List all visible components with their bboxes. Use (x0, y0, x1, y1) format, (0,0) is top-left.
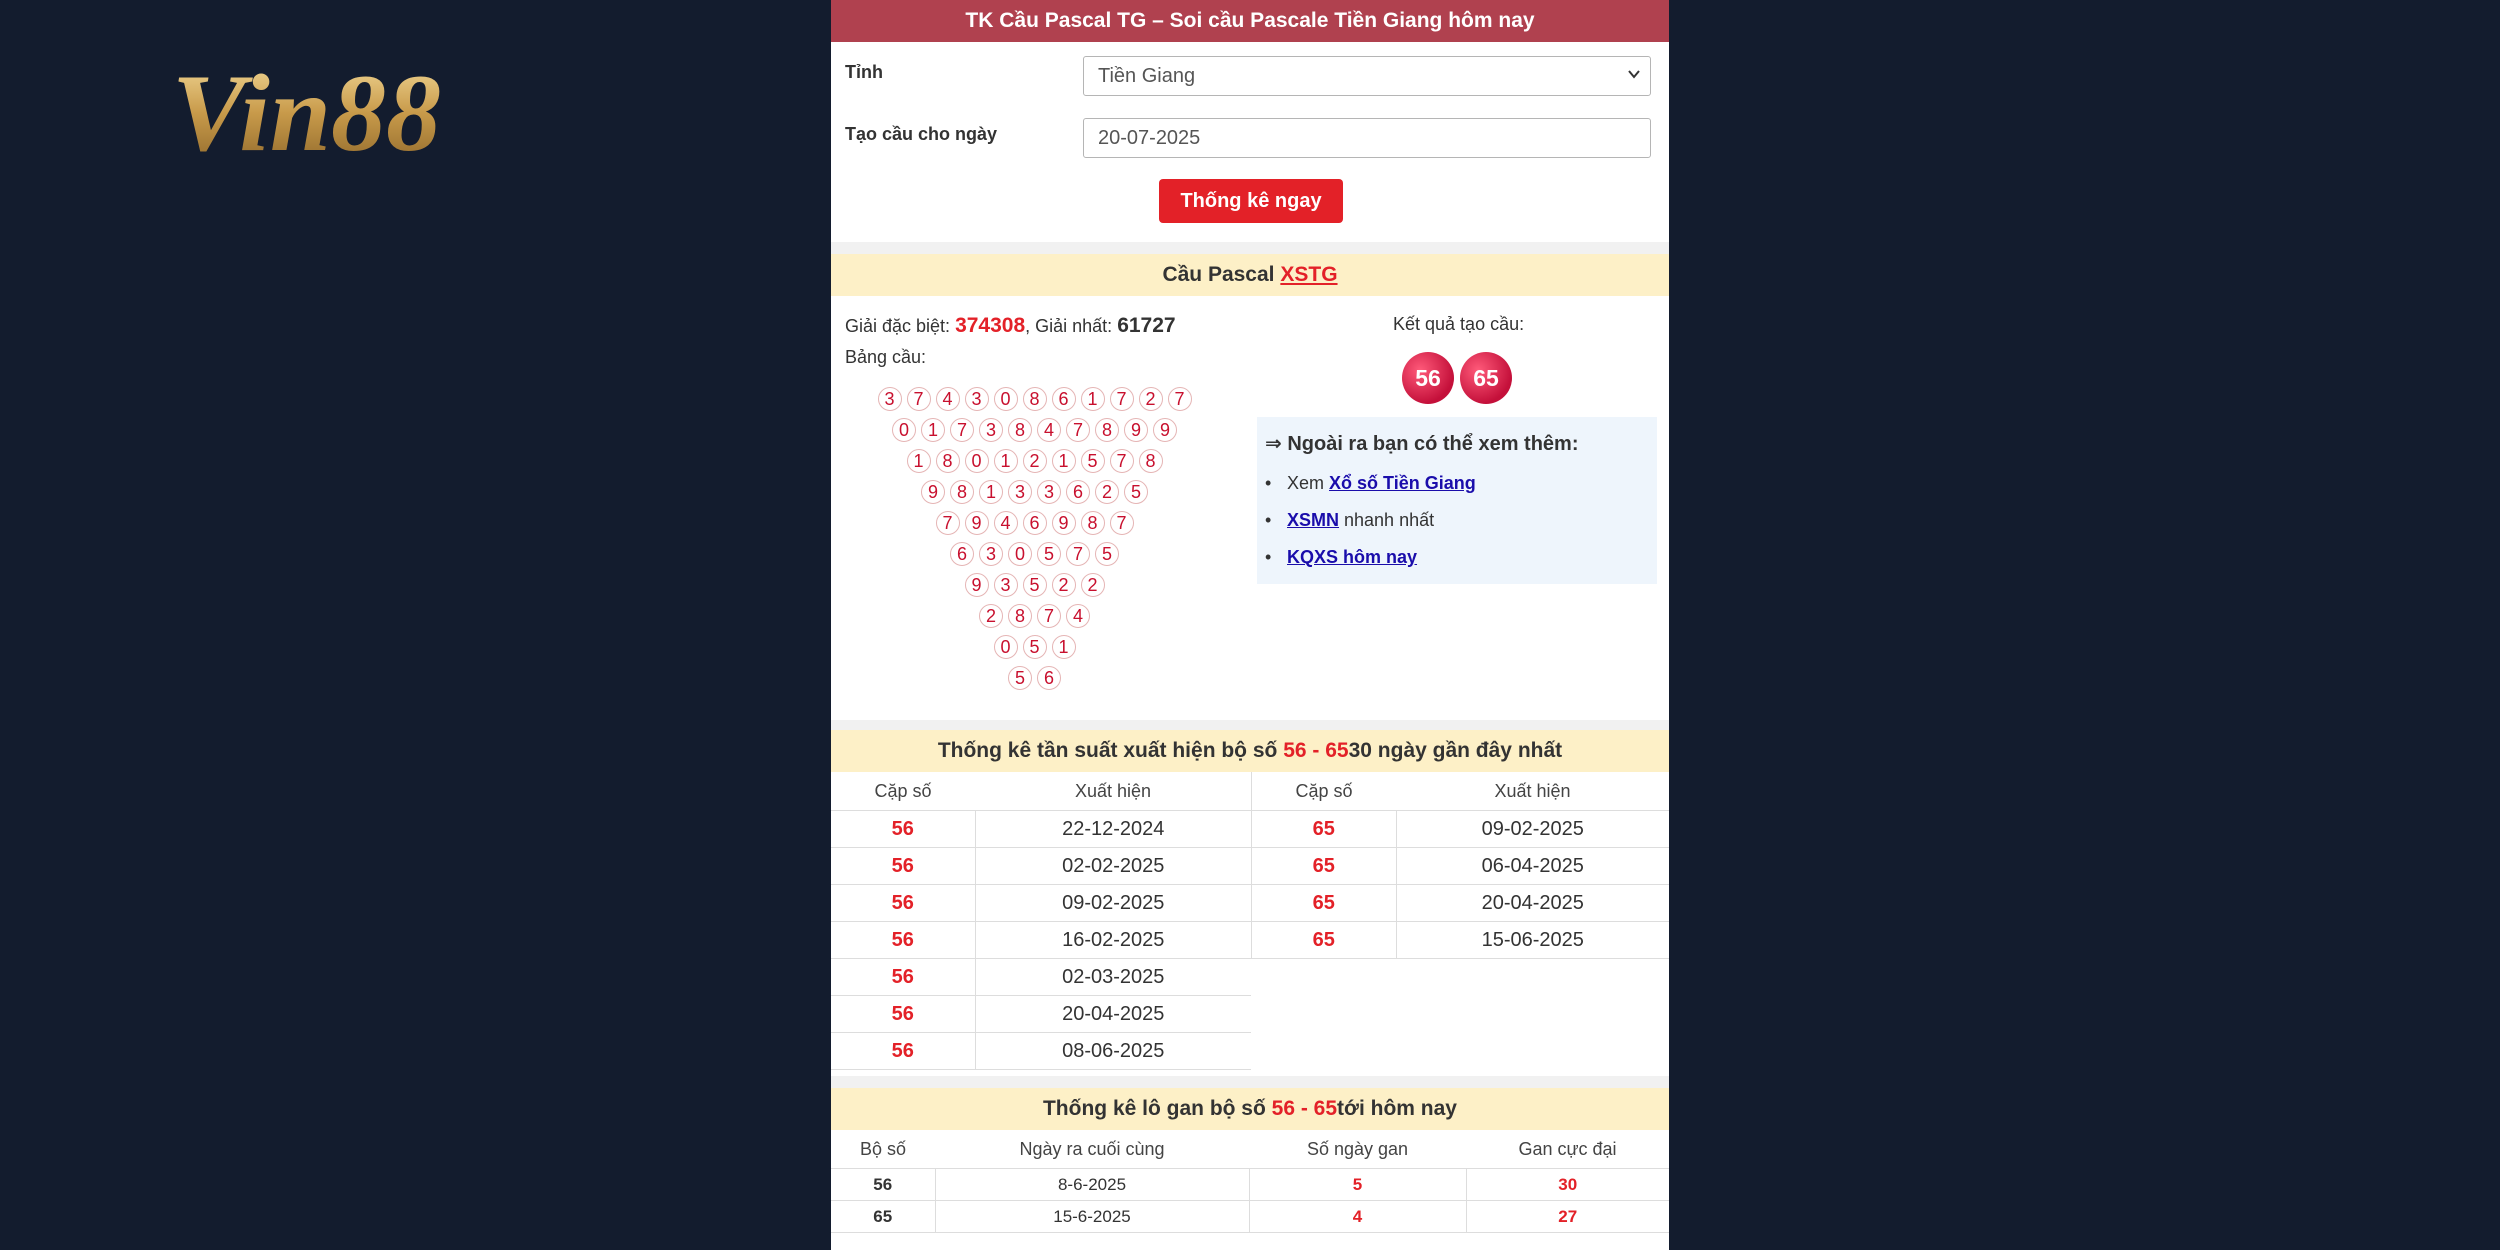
pair-cell: 65 (1252, 885, 1397, 922)
triangle-digit: 3 (878, 387, 902, 411)
table-label: Bảng cầu: (845, 347, 927, 367)
triangle-digit: 5 (1095, 542, 1119, 566)
triangle-digit: 0 (965, 449, 989, 473)
triangle-digit: 3 (979, 542, 1003, 566)
triangle-digit: 7 (1066, 418, 1090, 442)
pair-cell: 56 (831, 959, 975, 996)
triangle-row (965, 573, 1110, 597)
date-cell: 20-04-2025 (975, 996, 1251, 1033)
triangle-digit: 3 (965, 387, 989, 411)
triangle-digit: 2 (1023, 449, 1047, 473)
triangle-row (950, 542, 1124, 566)
triangle-digit: 9 (965, 511, 989, 535)
xsmn-link[interactable]: XSMN (1287, 510, 1340, 530)
triangle-digit: 6 (1037, 666, 1061, 690)
triangle-digit: 7 (936, 511, 960, 535)
triangle-digit: 1 (1081, 387, 1105, 411)
kqxs-link[interactable]: KQXS hôm nay (1287, 547, 1418, 567)
triangle-digit: 8 (1008, 418, 1032, 442)
triangle-digit: 8 (936, 449, 960, 473)
triangle-digit: 9 (921, 480, 945, 504)
date-cell: 20-04-2025 (1396, 885, 1669, 922)
first-label: , Giải nhất: (1025, 316, 1118, 336)
triangle-digit: 7 (950, 418, 974, 442)
date-cell: 09-02-2025 (1396, 811, 1669, 848)
triangle-digit: 5 (1081, 449, 1105, 473)
triangle-digit: 4 (936, 387, 960, 411)
frequency-table-right (1251, 772, 1669, 959)
province-value: Tiền Giang (1098, 64, 1196, 87)
see-more-item (1287, 473, 1476, 494)
triangle-digit: 2 (1081, 573, 1105, 597)
frequency-title (831, 730, 1669, 772)
triangle-digit: 8 (950, 480, 974, 504)
triangle-digit: 2 (979, 604, 1003, 628)
triangle-digit: 8 (1095, 418, 1119, 442)
pascal-title-text: Cầu Pascal (1162, 263, 1275, 286)
date-cell: 16-02-2025 (975, 922, 1251, 959)
date-input[interactable] (1083, 118, 1651, 158)
col-gan-max: Gan cực đại (1466, 1130, 1669, 1169)
frequency-table-left (831, 772, 1251, 1070)
triangle-row (878, 387, 1197, 411)
item-suffix: nhanh nhất (1339, 510, 1435, 530)
triangle-digit: 3 (1037, 480, 1061, 504)
frequency-row (1252, 922, 1670, 959)
result-ball: 56 (1402, 352, 1454, 404)
result-label: Kết quả tạo cầu: (1393, 314, 1525, 334)
pascal-section (831, 254, 1669, 720)
frequency-row (831, 885, 1251, 922)
gan-days-cell: 4 (1249, 1201, 1466, 1233)
triangle-digit: 6 (950, 542, 974, 566)
first-value: 61727 (1117, 314, 1176, 337)
triangle-digit: 9 (1153, 418, 1177, 442)
triangle-digit: 1 (1052, 449, 1076, 473)
triangle-digit: 8 (1008, 604, 1032, 628)
triangle-digit: 9 (1052, 511, 1076, 535)
main-panel (831, 0, 1669, 1250)
frequency-section (831, 730, 1669, 1076)
frequency-row (831, 811, 1251, 848)
triangle-digit: 6 (1023, 511, 1047, 535)
pair-cell: 56 (831, 885, 975, 922)
date-cell: 22-12-2024 (975, 811, 1251, 848)
gan-max-cell: 30 (1466, 1169, 1669, 1201)
gan-row (831, 1201, 1669, 1233)
triangle-digit: 2 (1052, 573, 1076, 597)
triangle-digit: 0 (994, 387, 1018, 411)
triangle-row (1008, 666, 1066, 690)
frequency-row (1252, 848, 1670, 885)
triangle-digit: 0 (1008, 542, 1032, 566)
bo-so-cell: 56 (831, 1169, 935, 1201)
triangle-digit: 5 (1124, 480, 1148, 504)
col-pair: Cặp số (831, 772, 975, 811)
see-more-title: ⇒ Ngoài ra bạn có thể xem thêm: (1265, 433, 1579, 455)
pascal-title (831, 254, 1669, 296)
triangle-row (994, 635, 1081, 659)
gan-title-pair: 56 - 65 (1271, 1097, 1338, 1120)
triangle-digit: 7 (1168, 387, 1192, 411)
triangle-digit: 6 (1066, 480, 1090, 504)
see-more-box (1257, 417, 1657, 584)
submit-button[interactable]: Thống kê ngay (1159, 179, 1343, 223)
triangle-row (921, 480, 1153, 504)
triangle-row (892, 418, 1182, 442)
date-cell: 15-06-2025 (1396, 922, 1669, 959)
triangle-digit: 8 (1081, 511, 1105, 535)
triangle-digit: 1 (994, 449, 1018, 473)
pair-cell: 56 (831, 922, 975, 959)
date-cell: 06-04-2025 (1396, 848, 1669, 885)
gan-title (831, 1088, 1669, 1130)
triangle-digit: 7 (1110, 387, 1134, 411)
last-date-cell: 15-6-2025 (935, 1201, 1249, 1233)
date-cell: 08-06-2025 (975, 1033, 1251, 1070)
triangle-digit: 5 (1023, 573, 1047, 597)
gan-days-cell: 5 (1249, 1169, 1466, 1201)
triangle-digit: 3 (979, 418, 1003, 442)
triangle-digit: 4 (1037, 418, 1061, 442)
triangle-digit: 7 (1110, 449, 1134, 473)
triangle-digit: 2 (1139, 387, 1163, 411)
triangle-digit: 7 (1066, 542, 1090, 566)
frequency-row (1252, 811, 1670, 848)
frequency-row (831, 848, 1251, 885)
frequency-row (831, 959, 1251, 996)
frequency-row (831, 1033, 1251, 1070)
xstg-link[interactable]: XSTG (1280, 263, 1338, 286)
triangle-digit: 2 (1095, 480, 1119, 504)
special-label: Giải đặc biệt: (845, 316, 956, 336)
pair-cell: 56 (831, 811, 975, 848)
col-gan-days: Số ngày gan (1249, 1130, 1466, 1169)
item-prefix: Xem (1287, 473, 1330, 493)
triangle-digit: 3 (994, 573, 1018, 597)
triangle-digit: 0 (994, 635, 1018, 659)
gan-table (831, 1130, 1669, 1233)
triangle-digit: 7 (1037, 604, 1061, 628)
gan-section (831, 1088, 1669, 1250)
freq-title-prefix: Thống kê tần suất xuất hiện bộ số (937, 739, 1278, 762)
date-label: Tạo cầu cho ngày (845, 124, 998, 144)
col-pair: Cặp số (1252, 772, 1397, 811)
page-title: TK Cầu Pascal TG – Soi cầu Pascale Tiền Giang hôm nay (831, 0, 1669, 42)
triangle-digit: 5 (1008, 666, 1032, 690)
triangle-digit: 7 (1110, 511, 1134, 535)
triangle-digit: 8 (1023, 387, 1047, 411)
triangle-row (936, 511, 1139, 535)
freq-title-pair: 56 - 65 (1283, 739, 1349, 762)
date-cell: 09-02-2025 (975, 885, 1251, 922)
triangle-digit: 4 (994, 511, 1018, 535)
triangle-digit: 5 (1023, 635, 1047, 659)
date-cell: 02-02-2025 (975, 848, 1251, 885)
triangle-digit: 9 (1124, 418, 1148, 442)
see-more-item (1287, 510, 1434, 531)
pair-cell: 65 (1252, 922, 1397, 959)
last-date-cell: 8-6-2025 (935, 1169, 1249, 1201)
triangle-digit: 1 (921, 418, 945, 442)
triangle-digit: 9 (965, 573, 989, 597)
triangle-digit: 6 (1052, 387, 1076, 411)
triangle-row (907, 449, 1168, 473)
logo-text: Vin88 (172, 52, 442, 172)
col-bo-so: Bộ số (831, 1130, 935, 1169)
pair-cell: 56 (831, 996, 975, 1033)
triangle-digit: 5 (1037, 542, 1061, 566)
col-date: Xuất hiện (1396, 772, 1669, 811)
triangle-digit: 1 (979, 480, 1003, 504)
triangle-digit: 3 (1008, 480, 1032, 504)
province-select[interactable] (1083, 56, 1651, 96)
gan-title-prefix: Thống kê lô gan bộ số (1042, 1097, 1266, 1120)
triangle-digit: 1 (907, 449, 931, 473)
frequency-row (1252, 885, 1670, 922)
bo-so-cell: 65 (831, 1201, 935, 1233)
province-label: Tỉnh (845, 62, 883, 82)
see-more-item (1287, 547, 1417, 568)
xs-tien-giang-link[interactable]: Xổ số Tiền Giang (1329, 473, 1476, 493)
pair-cell: 56 (831, 848, 975, 885)
col-date: Xuất hiện (975, 772, 1251, 811)
prize-info (845, 314, 1176, 338)
chevron-down-icon (1628, 68, 1640, 80)
triangle-digit: 4 (1066, 604, 1090, 628)
triangle-digit: 8 (1139, 449, 1163, 473)
gan-row (831, 1169, 1669, 1201)
gan-max-cell: 27 (1466, 1201, 1669, 1233)
date-cell: 02-03-2025 (975, 959, 1251, 996)
frequency-row (831, 922, 1251, 959)
triangle-digit: 1 (1052, 635, 1076, 659)
special-value: 374308 (955, 314, 1026, 337)
freq-title-suffix: 30 ngày gần đây nhất (1348, 739, 1563, 762)
col-last-date: Ngày ra cuối cùng (935, 1130, 1249, 1169)
gan-title-suffix: tới hôm nay (1337, 1097, 1457, 1120)
triangle-digit: 7 (907, 387, 931, 411)
triangle-row (979, 604, 1095, 628)
result-ball: 65 (1460, 352, 1512, 404)
filter-form (831, 42, 1669, 242)
frequency-row (831, 996, 1251, 1033)
vin88-logo (172, 52, 542, 172)
pair-cell: 65 (1252, 811, 1397, 848)
pair-cell: 56 (831, 1033, 975, 1070)
date-value: 20-07-2025 (1098, 126, 1201, 149)
triangle-digit: 0 (892, 418, 916, 442)
pair-cell: 65 (1252, 848, 1397, 885)
